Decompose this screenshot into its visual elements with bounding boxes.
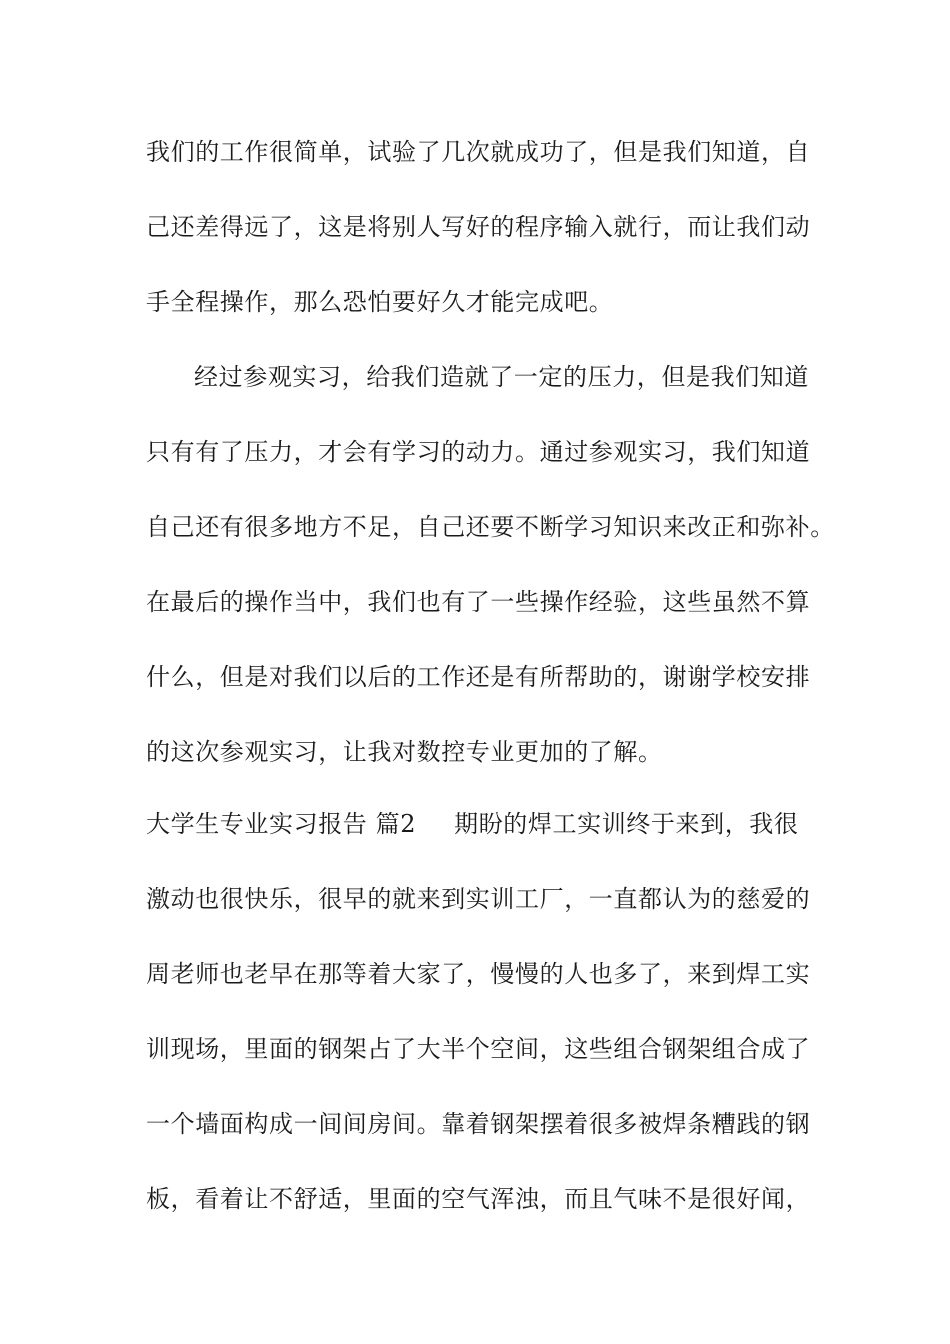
section-first-line: 期盼的焊工实训终于来到，我很 [454, 810, 799, 838]
paragraph-line: 经过参观实习，给我们造就了一定的压力，但是我们知道 [194, 363, 809, 391]
paragraph-line: 激动也很快乐，很早的就来到实训工厂，一直都认为的慈爱的 [146, 885, 811, 913]
paragraph-line: 训现场，里面的钢架占了大半个空间，这些组合钢架组合成了 [146, 1035, 811, 1063]
paragraph-line: 板，看着让不舒适，里面的空气浑浊，而且气味不是很好闻， [146, 1185, 811, 1213]
paragraph-line: 周老师也老早在那等着大家了，慢慢的人也多了，来到焊工实 [146, 960, 811, 988]
paragraph-line: 的这次参观实习，让我对数控专业更加的了解。 [146, 738, 663, 766]
section-heading: 大学生专业实习报告 篇2 [146, 810, 417, 838]
paragraph-line: 手全程操作，那么恐怕要好久才能完成吧。 [146, 288, 614, 316]
paragraph-line: 己还差得远了，这是将别人写好的程序输入就行，而让我们动 [146, 213, 811, 241]
paragraph-line: 自己还有很多地方不足，自己还要不断学习知识来改正和弥补。 [146, 513, 835, 541]
paragraph-line: 什么，但是对我们以后的工作还是有所帮助的，谢谢学校安排 [146, 663, 811, 691]
paragraph-line: 我们的工作很简单，试验了几次就成功了，但是我们知道，自 [146, 138, 811, 166]
paragraph-line: 在最后的操作当中，我们也有了一些操作经验，这些虽然不算 [146, 588, 811, 616]
paragraph-line: 只有有了压力，才会有学习的动力。通过参观实习，我们知道 [146, 438, 811, 466]
section-heading-line [146, 804, 799, 844]
paragraph-line: 一个墙面构成一间间房间。靠着钢架摆着很多被焊条糟践的钢 [146, 1110, 811, 1138]
